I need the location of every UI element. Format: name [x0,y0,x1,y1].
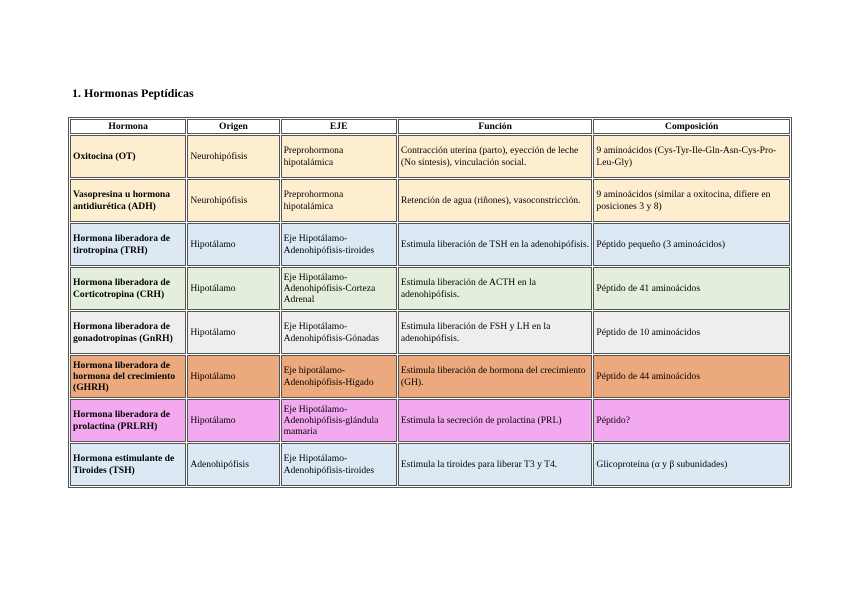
hormona-cell: Hormona liberadora de hormona del crecimiento (GHRH) [70,355,186,398]
eje-cell: Eje Hipotálamo-Adenohipófisis-Corteza Adrenal [281,267,397,310]
funcion-cell: Estimula liberación de hormona del crecimiento (GH). [398,355,593,398]
eje-cell: Eje Hipotálamo-Adenohipófisis-Gónadas [281,311,397,354]
hormona-cell: Hormona estimulante de Tiroides (TSH) [70,443,186,486]
origen-cell: Neurohipófisis [187,179,279,222]
funcion-cell: Estimula liberación de TSH en la adenohipófisis. [398,223,593,266]
eje-cell: Preprohormona hipotalámica [281,179,397,222]
eje-cell: Eje hipotálamo-Adenohipófisis-Hígado [281,355,397,398]
table-row [70,399,790,442]
header-hormona: Hormona [70,119,186,134]
composicion-cell: Péptido de 10 aminoácidos [593,311,790,354]
table-header-row [70,119,790,134]
table-row [70,355,790,398]
hormona-cell: Hormona liberadora de tirotropina (TRH) [70,223,186,266]
origen-cell: Hipotálamo [187,355,279,398]
hormona-cell: Hormona liberadora de prolactina (PRLRH) [70,399,186,442]
composicion-cell: Glicoproteína (α y β subunidades) [593,443,790,486]
origen-cell: Hipotálamo [187,223,279,266]
hormones-table [68,117,792,488]
eje-cell: Eje Hipotálamo-Adenohipófisis-tiroides [281,223,397,266]
table-row [70,135,790,178]
funcion-cell: Contracción uterina (parto), eyección de leche (No síntesis), vinculación social. [398,135,593,178]
origen-cell: Hipotálamo [187,399,279,442]
header-composicion: Composición [593,119,790,134]
table-row [70,267,790,310]
composicion-cell: 9 aminoácidos (similar a oxitocina, difiere en posiciones 3 y 8) [593,179,790,222]
eje-cell: Eje Hipotálamo-Adenohipófisis-glándula mamaria [281,399,397,442]
funcion-cell: Estimula liberación de FSH y LH en la adenohipófisis. [398,311,593,354]
eje-cell: Eje Hipotálamo-Adenohipófisis-tiroides [281,443,397,486]
hormona-cell: Hormona liberadora de gonadotropinas (GnRH) [70,311,186,354]
composicion-cell: Péptido pequeño (3 aminoácidos) [593,223,790,266]
eje-cell: Preprohormona hipotalámica [281,135,397,178]
hormona-cell: Vasopresina u hormona antidiurética (ADH) [70,179,186,222]
funcion-cell: Retención de agua (riñones), vasoconstricción. [398,179,593,222]
funcion-cell: Estimula liberación de ACTH en la adenohipófisis. [398,267,593,310]
composicion-cell: Péptido? [593,399,790,442]
table-row [70,443,790,486]
header-eje: EJE [281,119,397,134]
header-funcion: Función [398,119,593,134]
composicion-cell: 9 aminoácidos (Cys-Tyr-Ile-Gln-Asn-Cys-Pro-Leu-Gly) [593,135,790,178]
composicion-cell: Péptido de 44 aminoácidos [593,355,790,398]
hormona-cell: Oxitocina (OT) [70,135,186,178]
hormona-cell: Hormona liberadora de Corticotropina (CRH) [70,267,186,310]
origen-cell: Adenohipófisis [187,443,279,486]
section-title: 1. Hormonas Peptídicas [72,86,194,100]
origen-cell: Hipotálamo [187,311,279,354]
composicion-cell: Péptido de 41 aminoácidos [593,267,790,310]
funcion-cell: Estimula la tiroides para liberar T3 y T4. [398,443,593,486]
funcion-cell: Estimula la secreción de prolactina (PRL) [398,399,593,442]
table-row [70,311,790,354]
header-origen: Origen [187,119,279,134]
table-row [70,223,790,266]
table-row [70,179,790,222]
origen-cell: Hipotálamo [187,267,279,310]
origen-cell: Neurohipófisis [187,135,279,178]
